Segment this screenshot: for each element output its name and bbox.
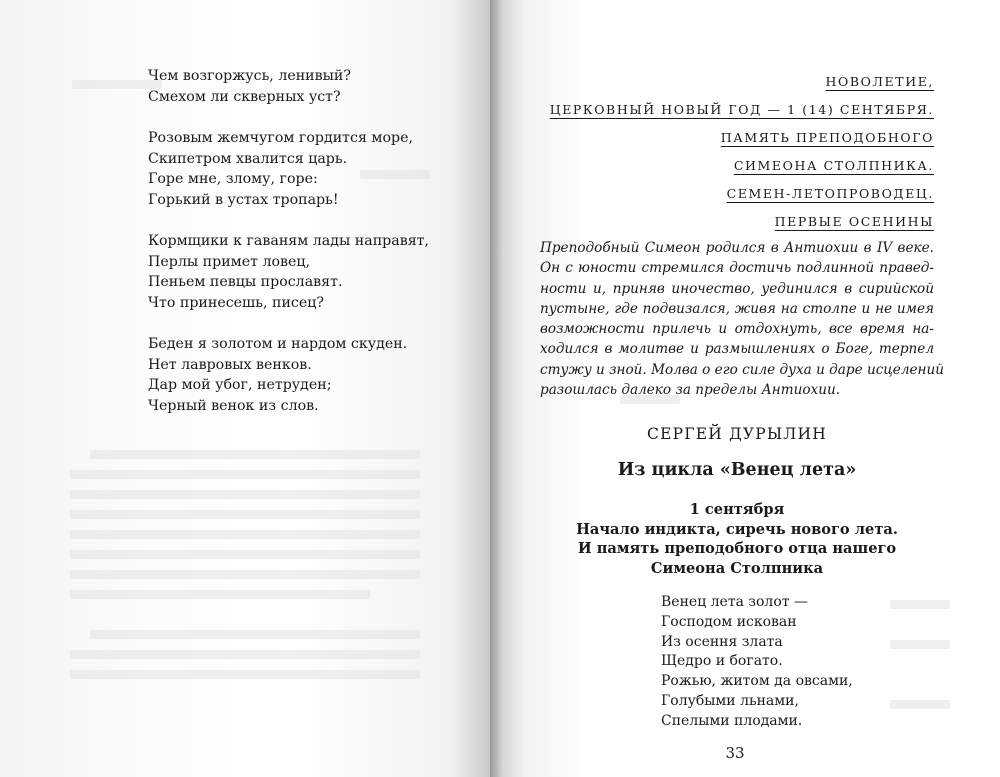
- intro-line: пустыне, где подвизался, живя на столпе и не имея: [540, 300, 934, 317]
- poem-line: Венец лета золот —: [661, 594, 808, 610]
- poem-line: Перлы примет ловец,: [148, 253, 311, 270]
- intro-line: разошлась далеко за пределы Антиохии.: [540, 382, 841, 399]
- bleed-through-mark: [70, 650, 420, 659]
- right-poem: [661, 593, 853, 732]
- section-heading: [550, 68, 934, 236]
- bleed-through-mark: [70, 590, 370, 599]
- poem-line: Спелыми плодами.: [661, 712, 803, 729]
- bleed-through-mark: [890, 600, 950, 609]
- poem-line: Господом искован: [661, 613, 797, 630]
- heading-line: ПЕРВЫЕ ОСЕНИНЫ: [774, 214, 934, 229]
- poem-stanza: [148, 66, 429, 107]
- poem-line: Щедро и богато.: [661, 653, 783, 670]
- intro-line: ности и, приняв иночество, уединился в сирийской: [540, 280, 934, 297]
- poem-line: Скипетром хвалится царь.: [148, 150, 348, 167]
- poem-line: Что принесешь, писец?: [148, 294, 324, 311]
- poem-line: Дар мой убог, нетруден;: [148, 377, 332, 393]
- poem-line: Из осення злата: [661, 633, 783, 650]
- poem-line: Горе мне, злому, горе:: [148, 171, 318, 187]
- bleed-through-mark: [90, 630, 420, 639]
- poem-line: Нет лавровых венков.: [148, 356, 312, 373]
- bleed-through-mark: [70, 570, 420, 579]
- feast-heading-line: 1 сентября: [689, 501, 785, 518]
- bleed-through-mark: [70, 670, 420, 679]
- bleed-through-mark: [70, 530, 420, 539]
- heading-line: СЕМЕН-ЛЕТОПРОВОДЕЦ.: [726, 186, 934, 201]
- intro-line: Преподобный Симеон родился в Антиохии в IV веке.: [540, 240, 934, 256]
- page-number: 33: [725, 744, 745, 762]
- intro-line: возможности прилечь и отдохнуть, все время на-: [540, 321, 934, 338]
- left-page: [0, 0, 490, 777]
- cycle-title: Из цикла «Венец лета»: [617, 460, 857, 480]
- author-name: СЕРГЕЙ ДУРЫЛИН: [647, 425, 827, 443]
- poem-line: Горький в устах тропарь!: [148, 191, 339, 208]
- poem-line: Рожью, житом да овсами,: [661, 673, 853, 690]
- bleed-through-mark: [70, 550, 420, 559]
- bleed-through-mark: [70, 470, 420, 479]
- bleed-through-mark: [890, 700, 950, 709]
- feast-heading-line: И память преподобного отца нашего: [577, 540, 897, 557]
- poem-line: Розовым жемчугом гордится море,: [148, 130, 413, 146]
- poem-line: Чем возгоржусь, ленивый?: [148, 68, 351, 84]
- heading-line: ПАМЯТЬ ПРЕПОДОБНОГО: [720, 130, 934, 145]
- left-poem: [148, 66, 429, 437]
- bleed-through-mark: [70, 490, 420, 499]
- bleed-through-mark: [90, 450, 420, 459]
- poem-stanza: [148, 334, 429, 416]
- bleed-through-mark: [890, 640, 950, 649]
- feast-heading-line: Симеона Столпника: [650, 559, 824, 577]
- heading-line: ЦЕРКОВНЫЙ НОВЫЙ ГОД — 1 (14) СЕНТЯБРЯ.: [549, 102, 934, 117]
- poem-line: Кормщики к гаваням лады направят,: [148, 233, 429, 249]
- feast-heading-line: Начало индикта, сиречь нового лета.: [576, 520, 898, 538]
- poem-line: Пеньем певцы прославят.: [148, 274, 343, 290]
- intro-paragraph: [540, 238, 945, 400]
- poem-line: Беден я золотом и нардом скуден.: [148, 336, 408, 352]
- intro-line: ходился в молитве и размышлениях о Боге, терпел: [540, 341, 934, 358]
- intro-line: Он с юности стремился достичь подлинной правед-: [540, 260, 934, 277]
- bleed-through-mark: [70, 510, 420, 519]
- feast-heading: [540, 500, 934, 578]
- heading-line: СИМЕОНА СТОЛПНИКА.: [733, 158, 934, 173]
- heading-line: НОВОЛЕТИЕ,: [825, 74, 934, 89]
- poem-line: Смехом ли скверных уст?: [148, 88, 341, 105]
- poem-line: Голубыми льнами,: [661, 692, 799, 709]
- intro-line: стужу и зной. Молва о его силе духа и даре исцелений: [540, 361, 945, 378]
- poem-stanza: [148, 128, 429, 210]
- poem-line: Черный венок из слов.: [148, 397, 319, 414]
- poem-stanza: [148, 231, 429, 313]
